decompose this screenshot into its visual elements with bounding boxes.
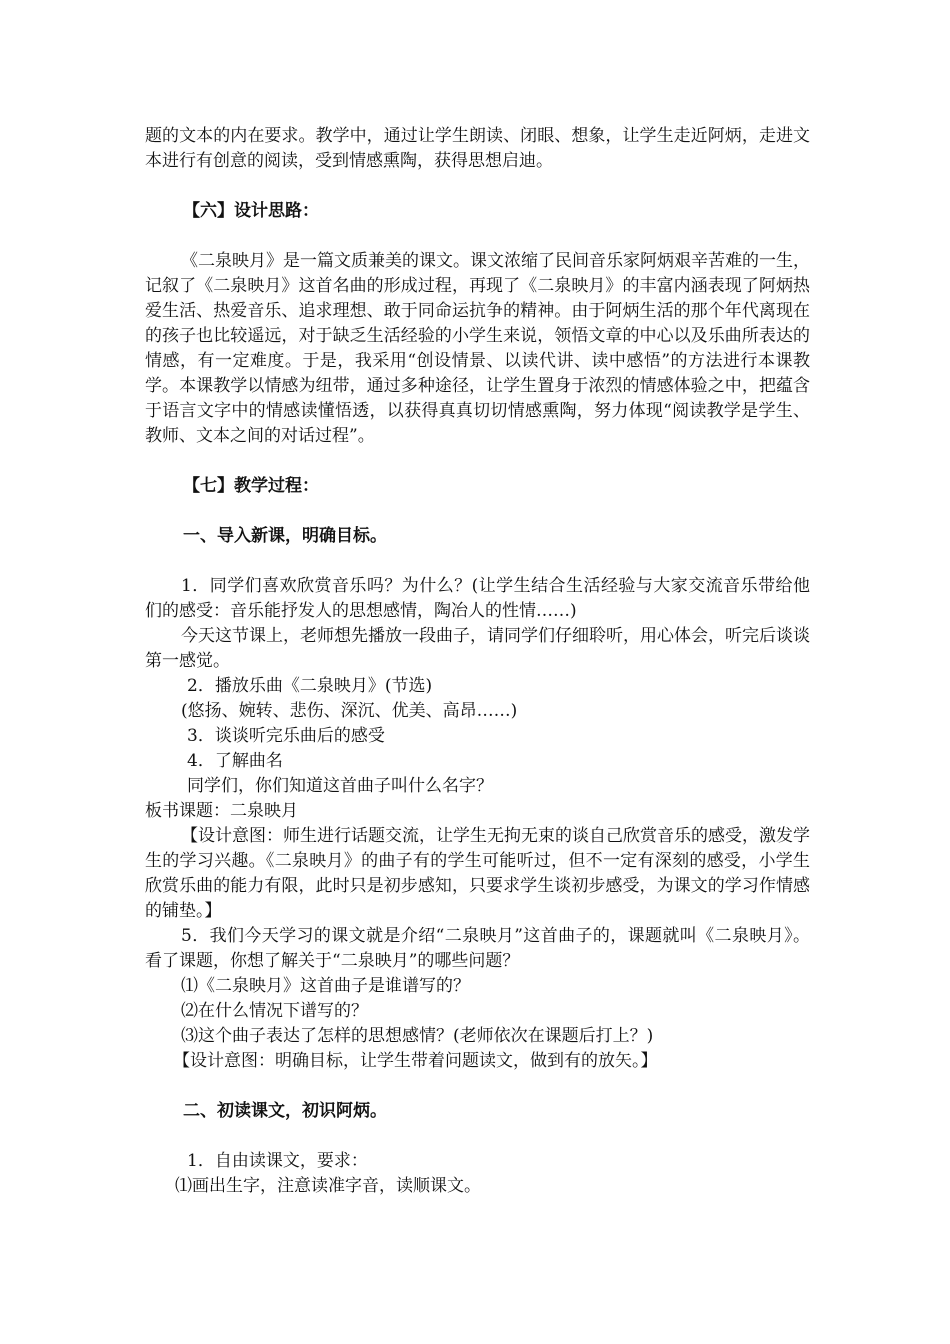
section-7-heading: 【七】教学过程： — [183, 476, 319, 496]
spacer — [145, 499, 810, 524]
part-2-heading: 二、初读课文，初识阿炳。 — [183, 1101, 387, 1121]
spacer — [145, 1124, 810, 1149]
part-1-item-4-question: 同学们，你们知道这首曲子叫什么名字？ — [187, 776, 493, 796]
part-1-heading: 一、导入新课，明确目标。 — [183, 526, 387, 546]
spacer — [145, 449, 810, 474]
part-1-item-1: 1．同学们喜欢欣赏音乐吗？为什么？(让学生结合生活经验与大家交流音乐带给他们的感受：音乐能抒发人的思想感情，陶冶人的性情……) — [145, 576, 810, 621]
part-1-item-2: 2．播放乐曲《二泉映月》(节选) — [187, 676, 433, 696]
spacer — [145, 1074, 810, 1099]
spacer — [145, 549, 810, 574]
part-1-item-1-followup: 今天这节课上，老师想先播放一段曲子，请同学们仔细聆听，用心体会，听完后谈谈第一感觉。 — [145, 626, 810, 671]
question-1: ⑴《二泉映月》这首曲子是谁谱写的？ — [181, 976, 470, 996]
question-3: ⑶这个曲子表达了怎样的思想感情？(老师依次在课题后打上？) — [181, 1026, 654, 1046]
spacer — [145, 174, 810, 199]
part-2-sub-1: ⑴画出生字，注意读准字音，读顺课文。 — [175, 1176, 481, 1196]
part-1-item-3: 3．谈谈听完乐曲后的感受 — [187, 726, 385, 746]
intro-tail-paragraph: 题的文本的内在要求。教学中，通过让学生朗读、闭眼、想象，让学生走近阿炳，走进文本进行有创意的阅读，受到情感熏陶，获得思想启迪。 — [145, 126, 810, 171]
board-writing: 板书课题：二泉映月 — [145, 801, 298, 821]
section-6-heading: 【六】设计思路： — [183, 201, 319, 221]
part-1-item-4: 4．了解曲名 — [187, 751, 283, 771]
question-2: ⑵在什么情况下谱写的？ — [181, 1001, 368, 1021]
part-1-item-2-note: (悠扬、婉转、悲伤、深沉、优美、高昂……) — [181, 701, 518, 721]
part-2-item-1: 1．自由读课文，要求： — [187, 1151, 368, 1171]
spacer — [145, 224, 810, 249]
design-intent-2: 【设计意图：明确目标，让学生带着问题读文，做到有的放矢。】 — [173, 1051, 658, 1071]
design-intent-1: 【设计意图：师生进行话题交流，让学生无拘无束的谈自己欣赏音乐的感受，激发学生的学习兴趣。《二泉映月》的曲子有的学生可能听过，但不一定有深刻的感受，小学生欣赏乐曲的能力有限，此时只是初步感知，只要求学生谈初步感受，为课文的学习作情感的铺垫。】 — [145, 826, 810, 921]
design-rationale-paragraph: 《二泉映月》是一篇文质兼美的课文。课文浓缩了民间音乐家阿炳艰辛苦难的一生，记叙了《二泉映月》这首名曲的形成过程，再现了《二泉映月》的丰富内涵表现了阿炳热爱生活、热爱音乐、追求理想、敢于同命运抗争的精神。由于阿炳生活的那个年代离现在的孩子也比较遥远，对于缺乏生活经验的小学生来说，领悟文章的中心以及乐曲所表达的情感，有一定难度。于是，我采用“创设情景、以读代讲、读中感悟”的方法进行本课教学。本课教学以情感为纽带，通过多种途径，让学生置身于浓烈的情感体验之中，把蕴含于语言文字中的情感读懂悟透，以获得真真切切情感熏陶，努力体现“阅读教学是学生、教师、文本之间的对话过程”。 — [145, 251, 810, 446]
part-1-item-5: 5．我们今天学习的课文就是介绍“二泉映月”这首曲子的，课题就叫《二泉映月》。看了课题，你想了解关于“二泉映月”的哪些问题？ — [145, 926, 810, 971]
document-page — [145, 124, 810, 1199]
